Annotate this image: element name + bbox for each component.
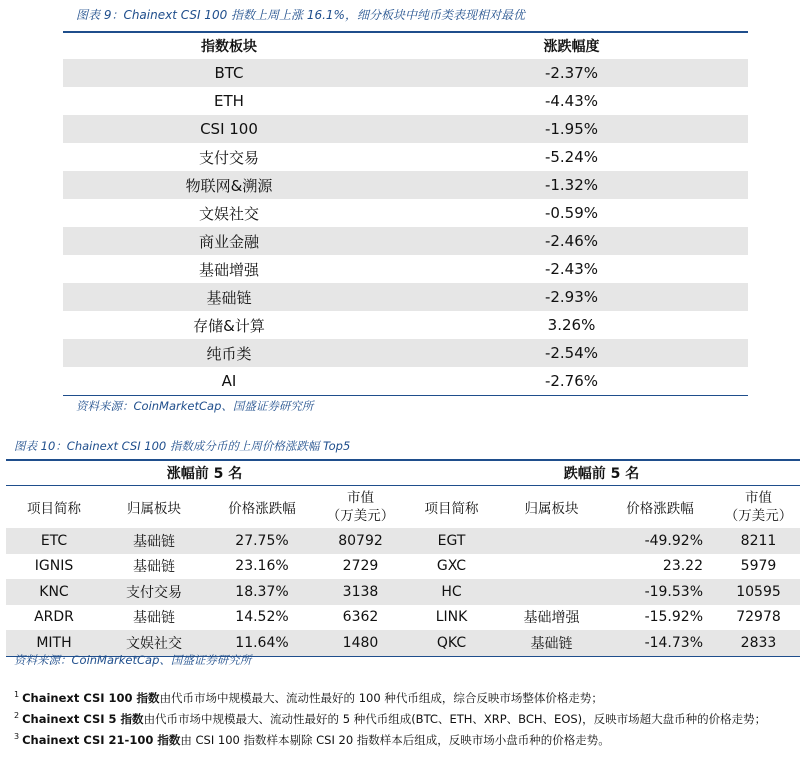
table1-source: 资料来源：CoinMarketCap、国盛证券研究所 — [76, 399, 314, 413]
sector-name: 商业金融 — [198, 232, 259, 251]
header-name: 项目简称 — [424, 501, 479, 517]
gainer-name: ARDR — [34, 609, 74, 626]
loser-name: QKC — [436, 634, 467, 651]
table-row — [63, 255, 748, 283]
sector-change: -2.46% — [544, 232, 599, 250]
gainer-sector: 文娱社交 — [126, 635, 182, 652]
loser-name: GXC — [436, 558, 467, 575]
loser-change: -19.53% — [644, 583, 703, 600]
loser-change: -49.92% — [644, 532, 703, 549]
sector-change: -4.43% — [544, 92, 599, 110]
table2-source: 资料来源：CoinMarketCap、国盛证券研究所 — [14, 653, 252, 667]
table-row — [63, 311, 748, 339]
table1-caption: 图表 9：Chainext CSI 100 指数上周上涨 16.1%，细分板块中纯币类表现相对最优 — [76, 8, 525, 22]
sector-name: AI — [221, 372, 237, 390]
table1-header — [63, 33, 748, 59]
table-row — [6, 528, 800, 554]
sector-name: 基础增强 — [198, 260, 259, 279]
gainer-change: 27.75% — [235, 532, 289, 549]
sector-change: -5.24% — [544, 148, 599, 166]
sector-name: 文娱社交 — [198, 204, 259, 223]
sector-change: -0.59% — [544, 204, 599, 222]
header-sector: 归属板块 — [524, 501, 579, 517]
header-mcap: 市值 （万美元） — [326, 490, 395, 524]
header-change: 价格涨跌幅 — [228, 501, 296, 517]
sector-name: BTC — [214, 64, 244, 82]
header-sector: 归属板块 — [127, 501, 181, 517]
table-row — [63, 143, 748, 171]
table-row — [6, 605, 800, 631]
table2-body — [6, 528, 800, 656]
sector-name: 基础链 — [206, 288, 252, 307]
footnotes — [14, 686, 799, 748]
gainer-mcap: 80792 — [338, 532, 383, 549]
loser-sector: 基础链 — [530, 635, 573, 652]
loser-mcap: 10595 — [736, 583, 781, 600]
loser-sector: 基础增强 — [523, 610, 580, 627]
table-row — [63, 115, 748, 143]
table2-caption: 图表 10：Chainext CSI 100 指数成分币的上周价格涨跌幅 Top5 — [14, 439, 351, 453]
sector-change: -1.32% — [544, 176, 599, 194]
header-change: 价格涨跌幅 — [626, 501, 694, 517]
loser-mcap: 5979 — [740, 558, 777, 575]
table2-group-header — [6, 461, 800, 486]
gainer-name: KNC — [39, 583, 69, 600]
loser-mcap: 2833 — [740, 634, 777, 651]
loser-mcap: 8211 — [740, 532, 777, 549]
sector-change: -2.76% — [544, 372, 599, 390]
loser-change: 23.22 — [662, 558, 703, 575]
gainer-name: ETC — [40, 532, 68, 549]
gainer-mcap: 3138 — [342, 583, 379, 600]
sector-change: -2.93% — [544, 288, 599, 306]
gainer-change: 11.64% — [235, 634, 289, 651]
gainer-sector: 基础链 — [133, 533, 175, 550]
sector-name: 纯币类 — [206, 344, 252, 363]
sector-name: 支付交易 — [198, 148, 259, 167]
table-row — [6, 554, 800, 580]
gainer-change: 23.16% — [235, 558, 289, 575]
gainer-change: 14.52% — [235, 609, 289, 626]
sector-name: 物联网&溯源 — [185, 176, 273, 195]
loser-name: HC — [441, 583, 462, 600]
sector-name: CSI 100 — [200, 120, 258, 138]
gainer-sector: 基础链 — [133, 559, 175, 576]
sector-change: -2.37% — [544, 64, 599, 82]
gainer-mcap: 6362 — [342, 609, 379, 626]
sector-change-table — [63, 31, 748, 396]
gainer-name: IGNIS — [34, 558, 74, 575]
gainers-group-title: 涨幅前 5 名 — [166, 466, 243, 482]
table-row — [63, 227, 748, 255]
gainer-sector: 基础链 — [133, 610, 175, 627]
loser-change: -15.92% — [644, 609, 703, 626]
sector-name: ETH — [214, 92, 244, 110]
footnote: $^2$ Chainext CSI 5 指数由代币市场中规模最大、流动性最好的 5 种代币组成(BTC、ETH、XRP、BCH、EOS)，反映市场超大盘币种的价格走势； — [14, 710, 767, 726]
sector-change: -2.43% — [544, 260, 599, 278]
losers-group-title: 跌幅前 5 名 — [563, 466, 640, 482]
header-name: 项目简称 — [27, 501, 81, 517]
gainer-mcap: 2729 — [342, 558, 379, 575]
loser-change: -14.73% — [644, 634, 703, 651]
header-change: 涨跌幅度 — [543, 39, 600, 55]
table-row — [63, 59, 748, 87]
table-row — [63, 283, 748, 311]
gainer-change: 18.37% — [235, 583, 289, 600]
sector-change: 3.26% — [547, 316, 596, 334]
table-row — [63, 171, 748, 199]
table-row — [63, 87, 748, 115]
sector-change: -1.95% — [544, 120, 599, 138]
footnote: $^1$ Chainext CSI 100 指数由代币市场中规模最大、流动性最好的 100 种代币组成，综合反映市场整体价格走势； — [14, 690, 603, 705]
gainer-name: MITH — [36, 634, 72, 651]
header-sector: 指数板块 — [201, 39, 257, 55]
table2-column-header — [6, 486, 800, 528]
loser-name: LINK — [435, 609, 468, 626]
sector-name: 存储&计算 — [193, 316, 265, 335]
header-mcap: 市值 （万美元） — [724, 490, 793, 524]
footnote: $^3$ Chainext CSI 21-100 指数由 CSI 100 指数样本剔除 CSI 20 指数样本后组成，反映市场小盘币种的价格走势。 — [14, 731, 610, 747]
table-row — [63, 367, 748, 395]
table-row — [6, 579, 800, 605]
sector-change: -2.54% — [544, 344, 599, 362]
gainer-sector: 支付交易 — [126, 584, 182, 601]
top5-movers-table — [6, 459, 800, 657]
gainer-mcap: 1480 — [342, 634, 379, 651]
loser-mcap: 72978 — [736, 609, 781, 626]
table1-body — [63, 59, 748, 395]
table-row — [63, 199, 748, 227]
loser-name: EGT — [437, 532, 466, 549]
table-row — [63, 339, 748, 367]
